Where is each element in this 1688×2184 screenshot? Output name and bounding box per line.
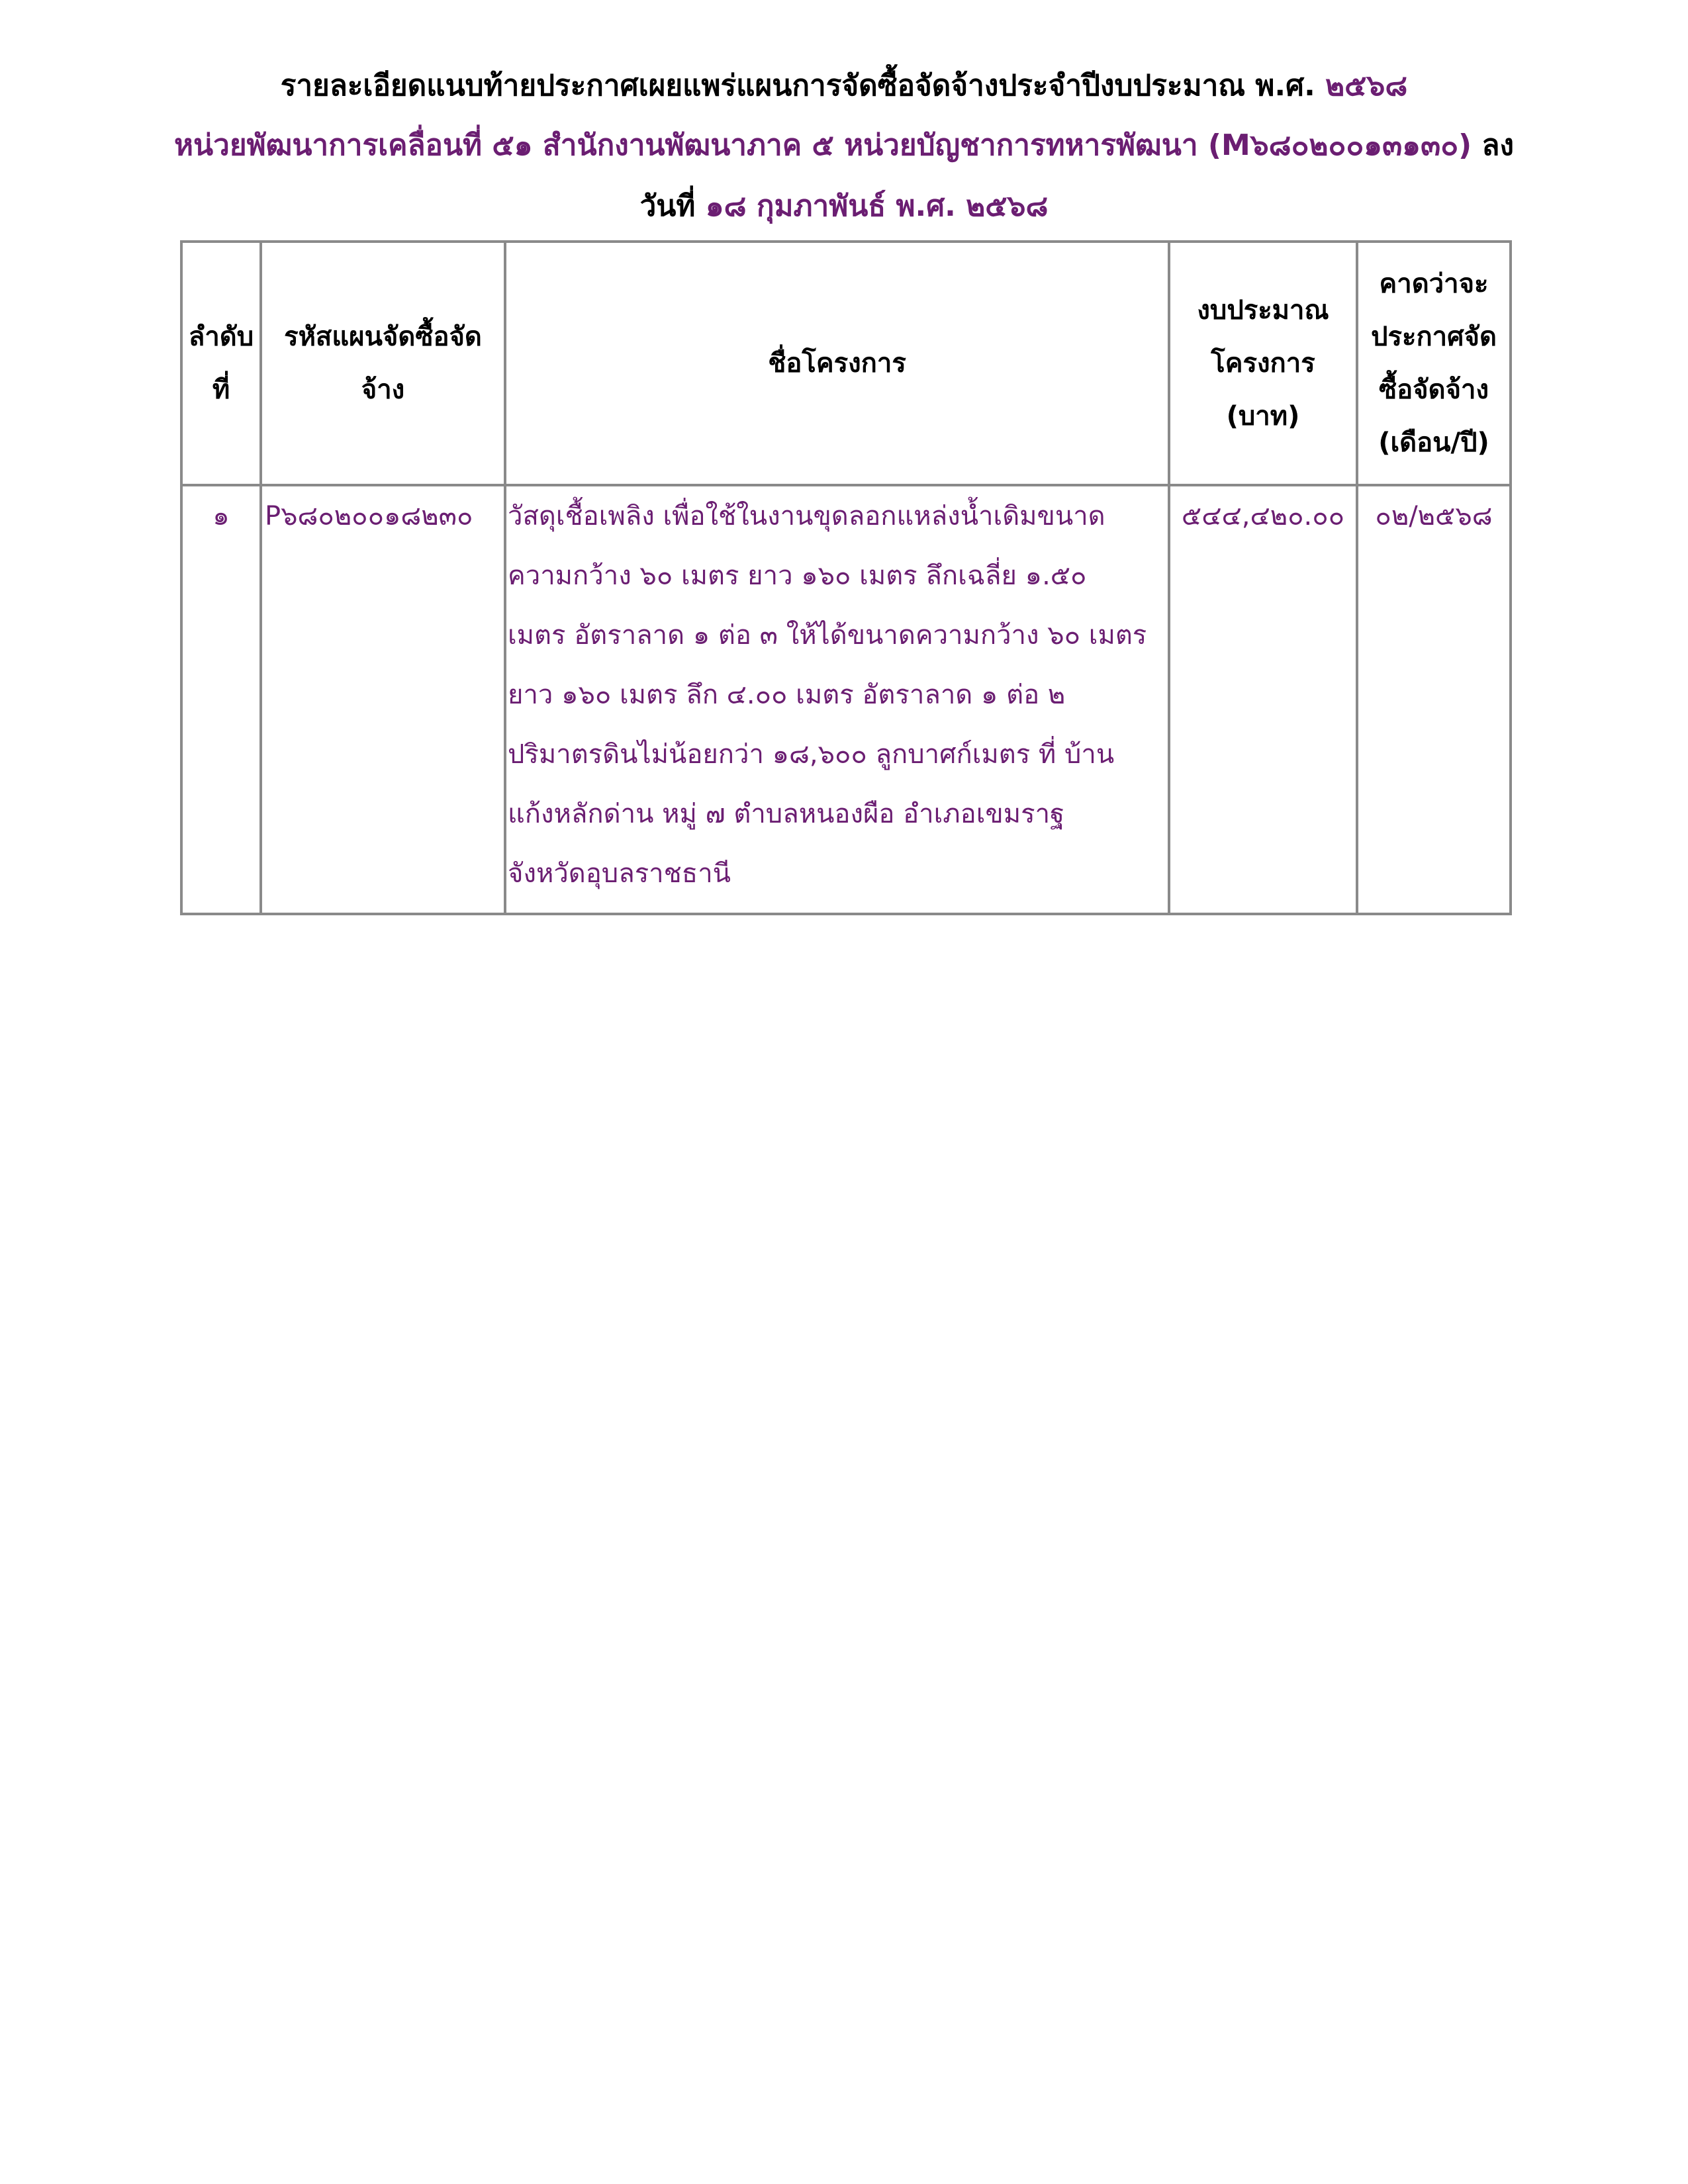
header-announce-month-line: ซื้อจัดจ้าง [1378,375,1489,405]
cell-seq: ๑ [181,485,261,914]
table-header-row [181,242,1511,485]
document-title [0,66,1688,106]
header-budget-line: งบประมาณ [1197,295,1329,326]
title-text: รายละเอียดแนบท้ายประกาศเผยแพร่แผนการจัดซื้อจัดจ้างประจำปีงบประมาณ พ.ศ. [280,69,1315,103]
header-announce-month [1357,242,1511,485]
project-name-line: ความกว้าง ๖๐ เมตร ยาว ๑๖๐ เมตร ลึกเฉลี่ย ๑.๕๐ [508,561,1087,591]
cell-plan-code: P๖๘๐๒๐๐๑๘๒๓๐ [261,485,505,914]
header-project-name [505,242,1169,485]
title-year: ๒๕๖๘ [1325,69,1408,103]
header-budget-line: โครงการ [1211,348,1315,379]
project-name-line: แก้งหลักด่าน หมู่ ๗ ตำบลหนองผือ อำเภอเขมราฐ [508,799,1065,829]
cell-announce-month: ๐๒/๒๕๖๘ [1357,485,1511,914]
unit-line [0,126,1688,165]
header-seq-line: ลำดับ [188,322,254,352]
project-name-line: เมตร อัตราลาด ๑ ต่อ ๓ ให้ได้ขนาดความกว้าง ๖๐ เมตร [508,620,1147,651]
project-name-line: ยาว ๑๖๐ เมตร ลึก ๔.๐๐ เมตร อัตราลาด ๑ ต่อ ๒ [508,680,1066,710]
header-seq [181,242,261,485]
header-plan-code-line: รหัสแผนจัดซื้อจัด [284,322,482,352]
date-prefix: วันที่ [639,189,696,223]
header-project-name-line: ชื่อโครงการ [768,348,906,379]
header-announce-month-line: ประกาศจัด [1371,322,1497,352]
announcement-date: ๑๘ กุมภาพันธ์ พ.ศ. ๒๕๖๘ [705,189,1049,223]
date-line [0,187,1688,226]
header-announce-month-line: คาดว่าจะ [1379,269,1489,299]
header-seq-line: ที่ [212,375,230,405]
procurement-plan-table [180,240,1512,915]
cell-budget: ๕๔๔,๔๒๐.๐๐ [1169,485,1357,914]
unit-line-suffix: ลง [1481,128,1514,162]
header-plan-code [261,242,505,485]
header-announce-month-line: (เดือน/ปี) [1378,428,1489,458]
project-name-line: ปริมาตรดินไม่น้อยกว่า ๑๘,๖๐๐ ลูกบาศก์เมตร ที่ บ้าน [508,739,1115,770]
cell-project-name [505,485,1169,914]
unit-name: หน่วยพัฒนาการเคลื่อนที่ ๕๑ สำนักงานพัฒนาภาค ๕ หน่วยบัญชาการทหารพัฒนา (M๖๘๐๒๐๐๑๓๑๓๐) [174,128,1472,162]
header-plan-code-line: จ้าง [361,375,405,405]
project-name-line: วัสดุเชื้อเพลิง เพื่อใช้ในงานขุดลอกแหล่งน้ำเดิมขนาด [508,501,1105,531]
header-budget [1169,242,1357,485]
table-row [181,485,1511,914]
header-budget-line: (บาท) [1226,401,1300,432]
project-name-line: จังหวัดอุบลราชธานี [508,858,731,889]
